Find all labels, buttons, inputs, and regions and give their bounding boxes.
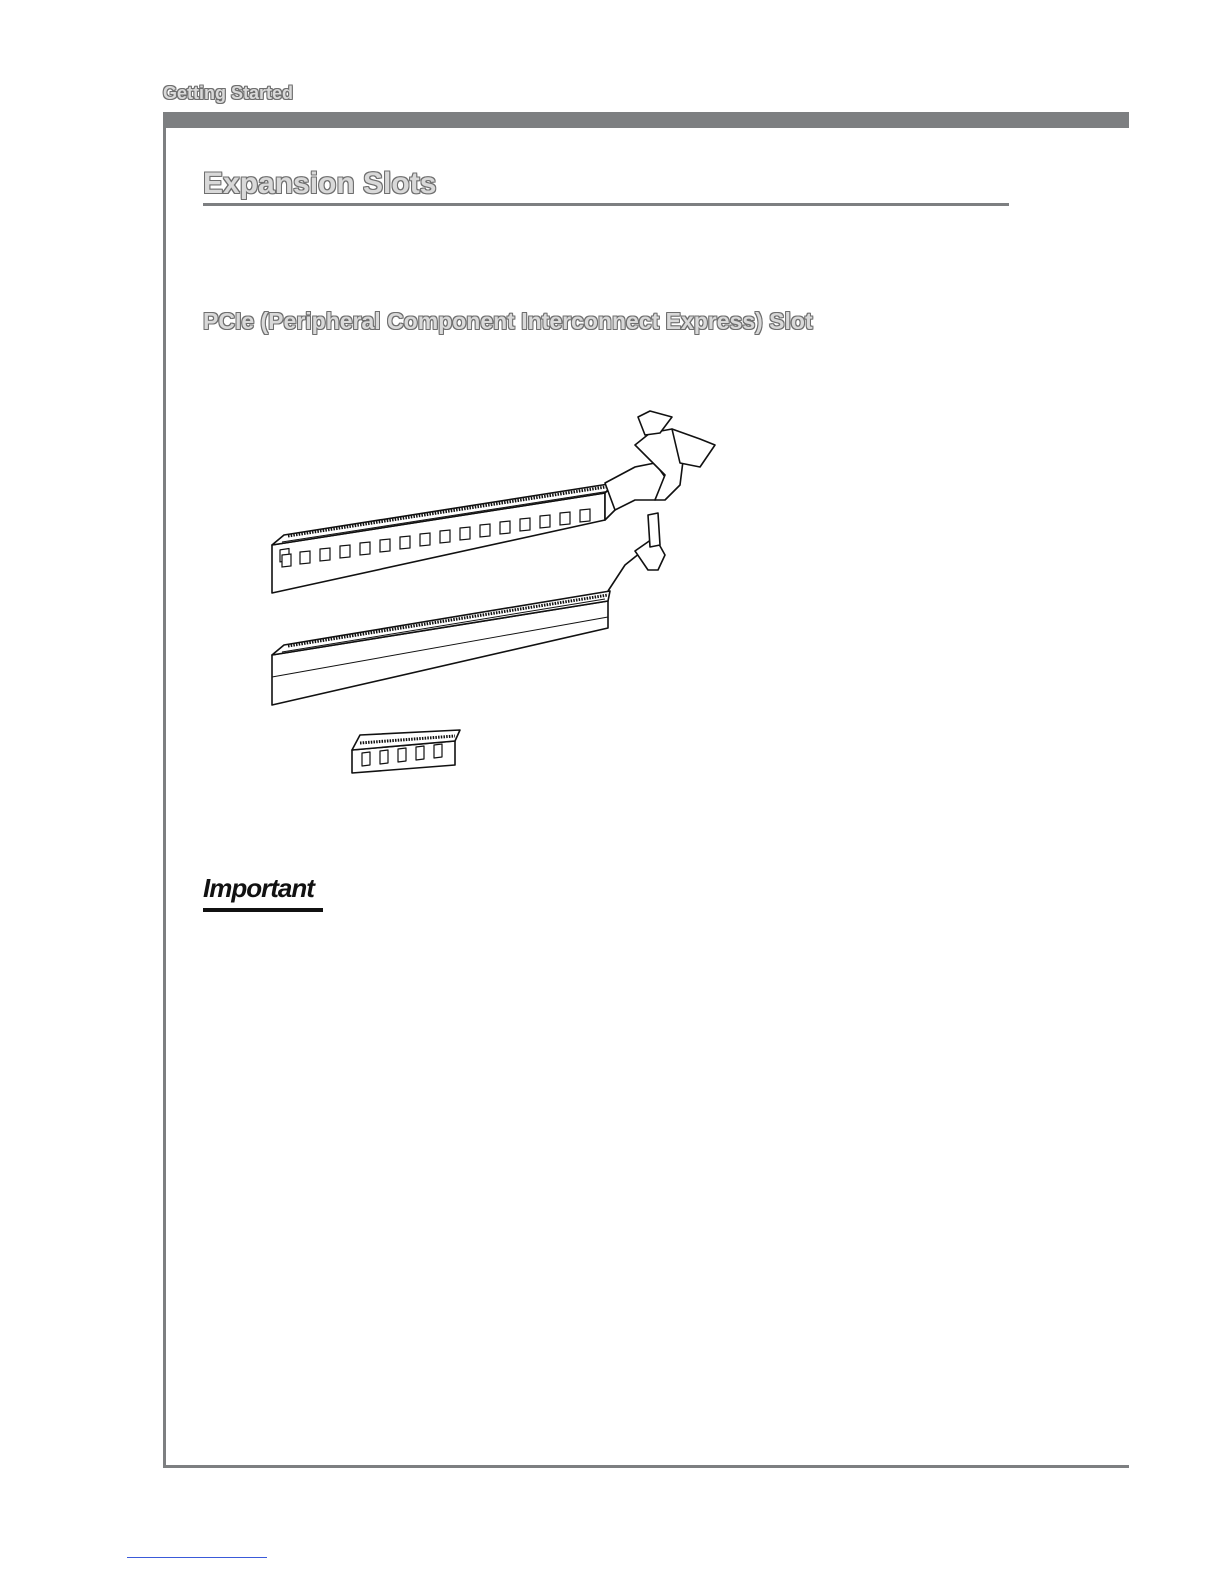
header-bar: [163, 112, 1129, 128]
title-underline: [203, 203, 1009, 206]
pcie-slots-illustration: [260, 405, 730, 790]
important-underline: [203, 908, 323, 912]
footer-link-underline: [127, 1557, 267, 1558]
bottom-rule: [163, 1465, 1129, 1468]
page-title: Expansion Slots: [203, 167, 437, 200]
important-label: Important: [203, 873, 314, 903]
left-margin-rule: [163, 112, 166, 1468]
section-label: Getting Started: [163, 83, 294, 103]
section-heading: PCIe (Peripheral Component Interconnect Express) Slot: [203, 308, 813, 334]
pcie-x1-slot: [352, 730, 460, 773]
